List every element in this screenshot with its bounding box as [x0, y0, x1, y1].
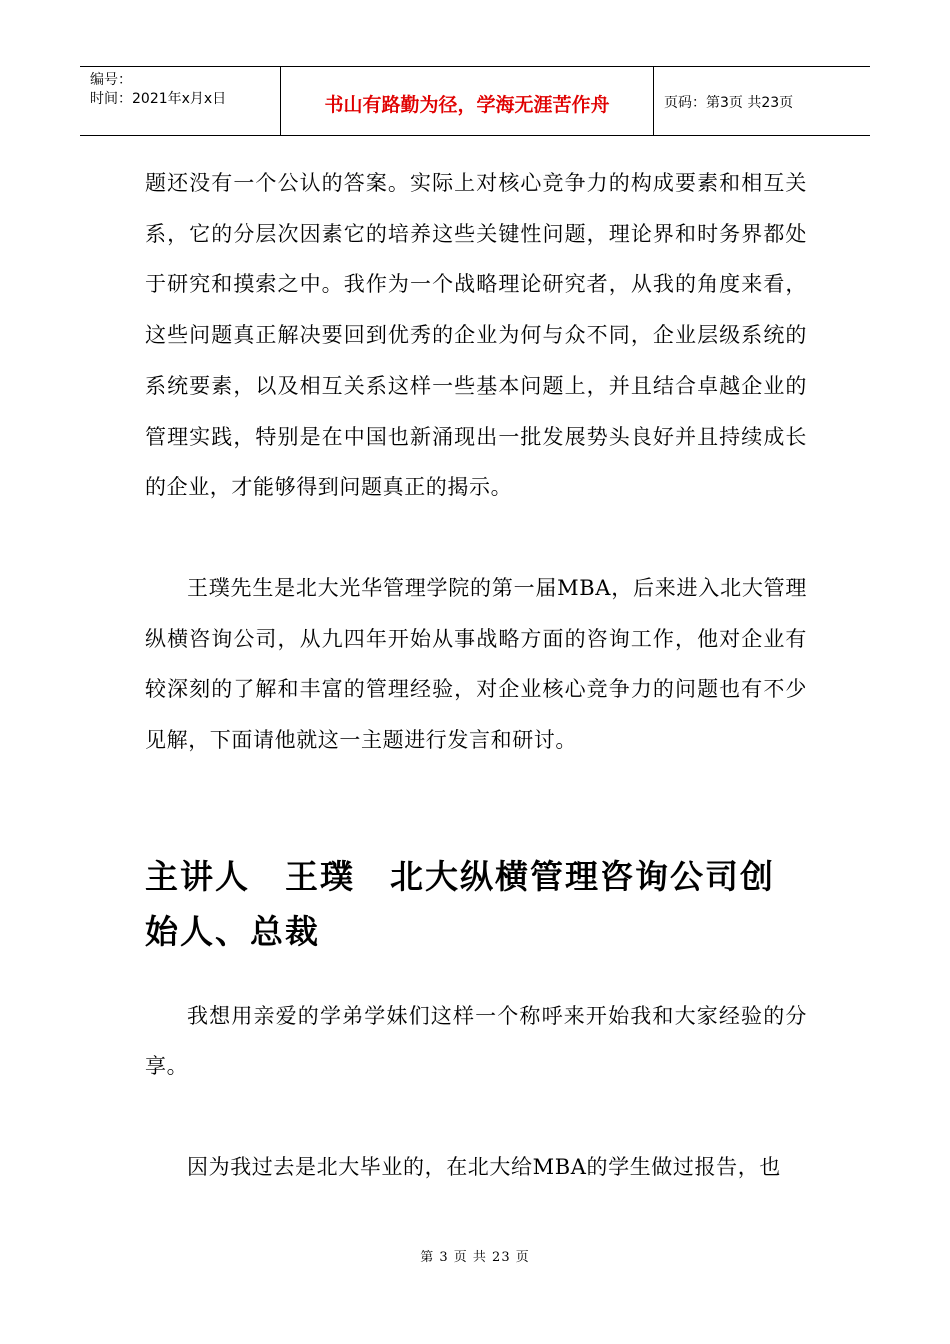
page-footer: 第 3 页 共 23 页 [420, 1250, 530, 1265]
date-line: 时间：2021年x月x日 [90, 91, 227, 107]
document-body [145, 158, 807, 1193]
section-heading: 主讲人 王璞 北大纵横管理咨询公司创始人、总裁 [145, 856, 775, 951]
body-paragraph-2: 王璞先生是北大光华管理学院的第一届MBA，后来进入北大管理纵横咨询公司，从九四年开始从事战略方面的咨询工作，他对企业有较深刻的了解和丰富的管理经验，对企业核心竞争力的问题也有不少见解，下面请他就这一主题进行发言和研讨。 [145, 575, 807, 753]
header-page-info: 页码：第3页 共23页 [664, 95, 794, 111]
body-paragraph-3: 我想用亲爱的学弟学妹们这样一个称呼来开始我和大家经验的分享。 [145, 1003, 807, 1079]
code-label: 编号： [90, 72, 132, 88]
body-paragraph-1: 题还没有一个公认的答案。实际上对核心竞争力的构成要素和相互关系，它的分层次因素它的培养这些关键性问题，理论界和时务界都处于研究和摸索之中。我作为一个战略理论研究者，从我的角度来看，这些问题真正解决要回到优秀的企业为何与众不同，企业层级系统的系统要素，以及相互关系这样一些基本问题上，并且结合卓越企业的管理实践，特别是在中国也新涌现出一批发展势头良好并且持续成长的企业，才能够得到问题真正的揭示。 [145, 171, 807, 500]
header-motto: 书山有路勤为径，学海无涯苦作舟 [281, 67, 654, 135]
header-meta-cell [80, 67, 281, 135]
body-paragraph-4: 因为我过去是北大毕业的，在北大给MBA的学生做过报告，也 [187, 1155, 781, 1180]
page-header [80, 66, 870, 136]
